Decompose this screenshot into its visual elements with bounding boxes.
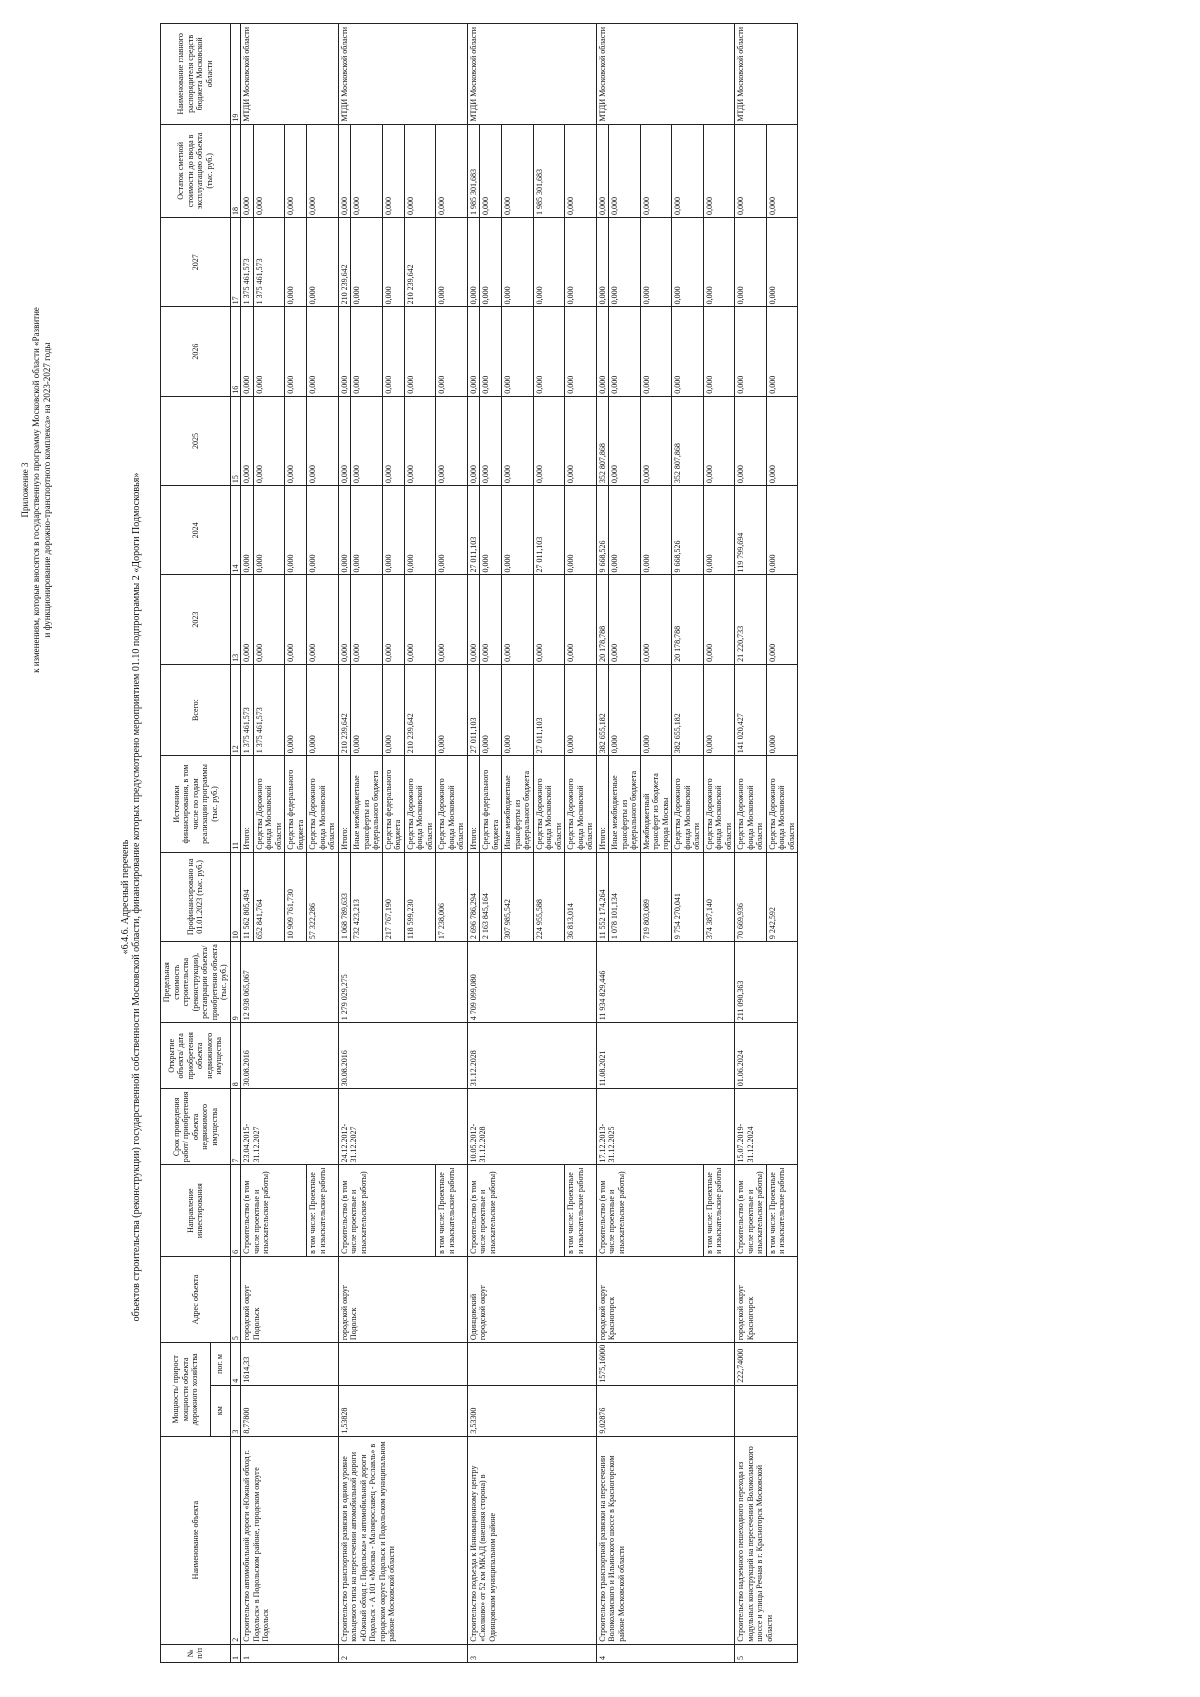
value-2024: 9 668,526 [672,486,704,575]
value-2025: 0,000 [253,396,285,485]
value-2027: 0,000 [480,218,502,307]
value-2024: 0,000 [253,486,285,575]
total-value: 0,000 [436,664,468,755]
remainder-value: 0,000 [735,124,767,217]
value-2027: 0,000 [609,218,641,307]
header-capacity: Мощность/ прирост мощности объекта дорожного хозяйства [161,1343,211,1436]
financing-source: Межбюджетный трансферт из бюджета города Москвы [640,756,672,852]
investment-direction: Строительство (в том числе проектные и изыскательские работы) [735,1165,767,1256]
value-2026: 0,000 [533,307,565,396]
remainder-value: 0,000 [609,124,641,217]
prefinanced-value: 217 767,190 [382,852,404,941]
value-2023: 0,000 [565,575,597,664]
value-2024: 0,000 [241,486,254,575]
value-2024: 0,000 [338,486,351,575]
value-2026: 0,000 [502,307,534,396]
prefinanced-value: 1 078 101,134 [609,852,641,941]
value-2027: 0,000 [285,218,307,307]
work-period: 17.12.2013-31.12.2025 [596,1089,735,1165]
value-2023: 0,000 [241,575,254,664]
investment-direction-sub: в том числе: Проектные и изыскательские работы [703,1165,735,1256]
prefinanced-value: 2 163 845,164 [480,852,502,941]
object-name: Строительство транспортной развязки в одном уровне кольцевого типа на пересечении автомобильной дороги «Южный обход г. Подольска» и автомобильной дороги Подольск - А 101 «Москва - Малоярославец - Рославль» в городском округе Подольск и Подольском муниципальном районе Московской области [338,1436,467,1644]
total-value: 0,000 [609,664,641,755]
remainder-value: 0,000 [596,124,609,217]
address-list-table [160,23,798,1663]
prefinanced-value: 70 669,936 [735,852,767,941]
total-value: 0,000 [565,664,597,755]
financing-source: Средства Дорожного фонда Московской области [735,756,767,852]
header-2023: 2023 [161,575,231,664]
value-2026: 0,000 [609,307,641,396]
max-cost: 211 090,363 [735,942,798,1023]
column-number: 4 [230,1343,241,1386]
document-title: «6.4.6. Адресный перечень объектов строительства (реконструкции) государственной собственности Московской области, финансирование которых предусмотрено мероприятием 01.10 подпрограммы 2 «Дороги Подмосковья» [120,472,142,1322]
total-value: 0,000 [502,664,534,755]
financing-source: Итого: [338,756,351,852]
work-period: 15.07.2019-31.12.2024 [735,1089,798,1165]
prefinanced-value: 9 754 270,041 [672,852,704,941]
max-cost: 12 938 065,067 [241,942,339,1023]
remainder-value: 0,000 [338,124,351,217]
value-2026: 0,000 [640,307,672,396]
header-prefinanced: Профинансировано на 01.01.2023 (тыс. руб.) [161,852,231,941]
value-2023: 0,000 [436,575,468,664]
value-2024: 0,000 [382,486,404,575]
total-value: 0,000 [285,664,307,755]
opening-date: 01.06.2024 [735,1023,798,1089]
financing-source: Средства Дорожного фонда Московской области [672,756,704,852]
financing-source: Средства Дорожного фонда Московской области [404,756,436,852]
capacity-pm [338,1343,467,1386]
prefinanced-value: 719 803,089 [640,852,672,941]
value-2025: 352 807,868 [596,396,609,485]
value-2025: 0,000 [640,396,672,485]
financing-source: Средства Дорожного фонда Московской области [253,756,285,852]
column-number-row [230,24,241,1663]
capacity-pm: 222,74000 [735,1343,798,1386]
header-period: Срок проведения работ/ приобретения объекта недвижимого имущества [161,1089,231,1165]
total-value: 0,000 [703,664,735,755]
value-2025: 0,000 [502,396,534,485]
value-2023: 20 178,788 [596,575,609,664]
header-num: № п/п [161,1644,231,1662]
value-2027: 0,000 [565,218,597,307]
financing-source: Иные межбюджетные трансферты из федерального бюджета [609,756,641,852]
value-2024: 0,000 [404,486,436,575]
value-2024: 0,000 [307,486,339,575]
value-2024: 0,000 [565,486,597,575]
value-2024: 119 799,694 [735,486,767,575]
value-2027: 1 375 461,573 [241,218,254,307]
value-2025: 0,000 [467,396,480,485]
value-2025: 0,000 [285,396,307,485]
max-cost: 4 709 099,080 [467,942,596,1023]
value-2027: 0,000 [672,218,704,307]
value-2023: 0,000 [338,575,351,664]
prefinanced-value: 17 238,006 [436,852,468,941]
column-number: 11 [230,756,241,852]
value-2026: 0,000 [307,307,339,396]
value-2026: 0,000 [253,307,285,396]
capacity-pm: 1575,16000 [596,1343,735,1386]
value-2025: 0,000 [404,396,436,485]
total-value: 27 011,103 [467,664,480,755]
value-2024: 0,000 [640,486,672,575]
investment-direction-sub: в том числе: Проектные и изыскательские работы [436,1165,468,1256]
max-cost: 11 934 829,446 [596,942,735,1023]
investment-direction-sub: в том числе: Проектные и изыскательские работы [307,1165,339,1256]
header-name: Наименование объекта [161,1436,231,1644]
value-2023: 0,000 [307,575,339,664]
value-2025: 0,000 [480,396,502,485]
financing-source: Средства федерального бюджета [382,756,404,852]
total-value: 0,000 [351,664,383,755]
investment-direction: Строительство (в том числе проектные и изыскательские работы) [596,1165,703,1256]
prefinanced-value: 10 909 761,730 [285,852,307,941]
value-2027: 0,000 [436,218,468,307]
opening-date: 30.08.2016 [241,1023,339,1089]
financing-source: Средства федерального бюджета [285,756,307,852]
total-value: 382 655,182 [672,664,704,755]
value-2026: 0,000 [404,307,436,396]
column-number: 7 [230,1089,241,1165]
prefinanced-value: 1 068 789,633 [338,852,351,941]
financing-source: Средства Дорожного фонда Московской области [436,756,468,852]
value-2024: 0,000 [609,486,641,575]
row-number: 1 [241,1644,339,1662]
column-number: 1 [230,1644,241,1662]
value-2024: 9 668,526 [596,486,609,575]
remainder-value: 0,000 [253,124,285,217]
total-value: 210 239,642 [404,664,436,755]
value-2025: 0,000 [382,396,404,485]
remainder-value: 0,000 [640,124,672,217]
financing-source: Средства Дорожного фонда Московской области [766,756,798,852]
value-2024: 27 011,103 [533,486,565,575]
column-number: 19 [230,24,241,125]
financing-source: Иные межбюджетные трансферты из федерального бюджета [351,756,383,852]
capacity-km: 8,77800 [241,1385,339,1436]
financing-source: Итого: [467,756,480,852]
financing-source: Средства Дорожного фонда Московской области [565,756,597,852]
financing-source: Средства Дорожного фонда Московской области [533,756,565,852]
capacity-km: 3,53300 [467,1385,596,1436]
table-row [467,24,480,1663]
prefinanced-value: 2 696 786,294 [467,852,480,941]
budget-manager: МТДИ Московской области [596,24,735,125]
capacity-pm [467,1343,596,1386]
object-address: городской округ Красногорск [735,1256,798,1342]
value-2023: 0,000 [640,575,672,664]
table-row [241,24,254,1663]
investment-direction: Строительство (в том числе проектные и изыскательские работы) [338,1165,436,1256]
value-2026: 0,000 [703,307,735,396]
total-value: 0,000 [382,664,404,755]
header-2024: 2024 [161,486,231,575]
object-address: городской округ Подольск [338,1256,467,1342]
prefinanced-value: 374 387,140 [703,852,735,941]
total-value: 141 020,427 [735,664,767,755]
value-2026: 0,000 [338,307,351,396]
table-row [735,24,767,1663]
row-number: 3 [467,1644,596,1662]
value-2023: 0,000 [382,575,404,664]
prefinanced-value: 118 599,230 [404,852,436,941]
value-2024: 0,000 [351,486,383,575]
budget-manager: МТДИ Московской области [338,24,467,125]
remainder-value: 0,000 [565,124,597,217]
object-name: Строительство подъезда к Инновационному центру «Сколково» от 52 км МКАД (внешняя сторона) в Одинцовском муниципальном районе [467,1436,596,1644]
value-2026: 0,000 [351,307,383,396]
financing-source: Итого: [241,756,254,852]
remainder-value: 0,000 [766,124,798,217]
column-number: 16 [230,307,241,396]
header-km: км [210,1385,230,1436]
column-number: 8 [230,1023,241,1089]
capacity-pm: 1614,33 [241,1343,339,1386]
column-number: 5 [230,1256,241,1342]
work-period: 24.12.2012-31.12.2027 [338,1089,467,1165]
value-2023: 0,000 [766,575,798,664]
value-2023: 0,000 [703,575,735,664]
prefinanced-value: 307 985,542 [502,852,534,941]
column-number: 3 [230,1385,241,1436]
remainder-value: 0,000 [502,124,534,217]
object-address: Одинцовский городской округ [467,1256,596,1342]
value-2026: 0,000 [285,307,307,396]
row-number: 2 [338,1644,467,1662]
value-2023: 0,000 [609,575,641,664]
remainder-value: 0,000 [480,124,502,217]
column-number: 17 [230,218,241,307]
budget-manager: МТДИ Московской области [467,24,596,125]
value-2024: 0,000 [285,486,307,575]
value-2027: 0,000 [307,218,339,307]
value-2026: 0,000 [565,307,597,396]
investment-direction: Строительство (в том числе проектные и изыскательские работы) [241,1165,307,1256]
object-address: городской округ Подольск [241,1256,339,1342]
investment-direction: Строительство (в том числе проектные и изыскательские работы) [467,1165,565,1256]
remainder-value: 0,000 [703,124,735,217]
column-number: 18 [230,124,241,217]
value-2026: 0,000 [436,307,468,396]
value-2026: 0,000 [480,307,502,396]
value-2027: 1 375 461,573 [253,218,285,307]
value-2023: 0,000 [480,575,502,664]
value-2023: 0,000 [533,575,565,664]
value-2026: 0,000 [672,307,704,396]
value-2026: 0,000 [596,307,609,396]
header-2026: 2026 [161,307,231,396]
total-value: 1 375 461,573 [253,664,285,755]
remainder-value: 0,000 [436,124,468,217]
value-2027: 0,000 [735,218,767,307]
object-name: Строительство автомобильной дороги «Южный обход г. Подольск» в Подольском районе, городском округе Подольск [241,1436,339,1644]
remainder-value: 0,000 [672,124,704,217]
value-2023: 0,000 [351,575,383,664]
column-number: 10 [230,852,241,941]
capacity-km [735,1385,798,1436]
row-number: 5 [735,1644,798,1662]
financing-source: Итого: [596,756,609,852]
value-2024: 0,000 [436,486,468,575]
financing-source: Средства Дорожного фонда Московской области [703,756,735,852]
table-row [338,24,351,1663]
value-2027: 210 239,642 [338,218,351,307]
value-2024: 0,000 [766,486,798,575]
value-2025: 0,000 [533,396,565,485]
remainder-value: 1 985 301,683 [533,124,565,217]
object-name: Строительство надземного пешеходного перехода из модульных конструкций на пересечении Волоколамского шоссе и улицы Речная в г. Красногорск Московской области [735,1436,798,1644]
opening-date: 11.08.2021 [596,1023,735,1089]
value-2027: 0,000 [467,218,480,307]
header-2027: 2027 [161,218,231,307]
value-2026: 0,000 [766,307,798,396]
prefinanced-value: 57 322,286 [307,852,339,941]
work-period: 23.04.2015-31.12.2027 [241,1089,339,1165]
column-number: 13 [230,575,241,664]
value-2025: 0,000 [735,396,767,485]
value-2025: 0,000 [241,396,254,485]
prefinanced-value: 9 242,592 [766,852,798,941]
total-value: 210 239,642 [338,664,351,755]
opening-date: 31.12.2028 [467,1023,596,1089]
investment-direction-sub: в том числе: Проектные и изыскательские работы [766,1165,798,1256]
column-number: 12 [230,664,241,755]
investment-direction-sub: в том числе: Проектные и изыскательские работы [565,1165,597,1256]
max-cost: 1 279 029,275 [338,942,467,1023]
prefinanced-value: 732 423,213 [351,852,383,941]
annex-note: Приложение 3 к изменениям, которые вносятся в государственную программу Московской области «Развитие и функционирование дорожно-транспортного комплекса» на 2023-2027 годы [20,307,52,673]
prefinanced-value: 11 552 174,264 [596,852,609,941]
total-value: 382 655,182 [596,664,609,755]
value-2023: 0,000 [404,575,436,664]
capacity-km: 1,53828 [338,1385,467,1436]
header-2025: 2025 [161,396,231,485]
financing-source: Средства федерального бюджета [480,756,502,852]
prefinanced-value: 224 955,588 [533,852,565,941]
value-2023: 0,000 [467,575,480,664]
value-2025: 0,000 [609,396,641,485]
value-2025: 352 807,868 [672,396,704,485]
row-number: 4 [596,1644,735,1662]
value-2023: 21 220,733 [735,575,767,664]
financing-source: Средства Дорожного фонда Московской области [307,756,339,852]
total-value: 27 011,103 [533,664,565,755]
header-sources: Источники финансирования, в том числе по годам реализации программы (тыс. руб.) [161,756,231,852]
value-2025: 0,000 [351,396,383,485]
value-2027: 0,000 [533,218,565,307]
column-number: 2 [230,1436,241,1644]
header-direction: Направление инвестирования [161,1165,231,1256]
remainder-value: 0,000 [382,124,404,217]
object-name: Строительство транспортной развязки на пересечении Волоколамского и Ильинского шоссе в Красногорском районе Московской области [596,1436,735,1644]
column-number: 15 [230,396,241,485]
value-2027: 0,000 [640,218,672,307]
remainder-value: 0,000 [404,124,436,217]
value-2023: 0,000 [502,575,534,664]
column-number: 14 [230,486,241,575]
value-2025: 0,000 [436,396,468,485]
total-value: 0,000 [307,664,339,755]
value-2024: 0,000 [480,486,502,575]
value-2025: 0,000 [766,396,798,485]
header-remainder: Остаток сметной стоимости до ввода в эксплуатацию объекта (тыс. руб.) [161,124,231,217]
header-pm: пог. м [210,1343,230,1386]
column-number: 9 [230,942,241,1023]
remainder-value: 0,000 [351,124,383,217]
value-2025: 0,000 [338,396,351,485]
prefinanced-value: 11 562 805,494 [241,852,254,941]
value-2024: 0,000 [703,486,735,575]
opening-date: 30.08.2016 [338,1023,467,1089]
value-2027: 210 239,642 [404,218,436,307]
total-value: 0,000 [640,664,672,755]
remainder-value: 0,000 [241,124,254,217]
prefinanced-value: 36 813,014 [565,852,597,941]
value-2026: 0,000 [735,307,767,396]
value-2023: 0,000 [285,575,307,664]
financing-source: Иные межбюджетные трансферты из федерального бюджета [502,756,534,852]
header-address: Адрес объекта [161,1256,231,1342]
value-2023: 0,000 [253,575,285,664]
column-number: 6 [230,1165,241,1256]
value-2026: 0,000 [382,307,404,396]
value-2027: 0,000 [596,218,609,307]
header-total: Всего: [161,664,231,755]
total-value: 1 375 461,573 [241,664,254,755]
total-value: 0,000 [766,664,798,755]
value-2024: 27 011,103 [467,486,480,575]
value-2027: 0,000 [351,218,383,307]
value-2023: 20 178,788 [672,575,704,664]
budget-manager: МТДИ Московской области [241,24,339,125]
remainder-value: 0,000 [307,124,339,217]
work-period: 10.05.2012-31.12.2028 [467,1089,596,1165]
object-address: городской округ Красногорск [596,1256,735,1342]
header-manager: Наименование главного распорядителя средств бюджета Московской области [161,24,231,125]
value-2024: 0,000 [502,486,534,575]
value-2027: 0,000 [766,218,798,307]
budget-manager: МТДИ Московской области [735,24,798,125]
value-2025: 0,000 [565,396,597,485]
remainder-value: 1 985 301,683 [467,124,480,217]
capacity-km: 9,02876 [596,1385,735,1436]
value-2027: 0,000 [502,218,534,307]
value-2027: 0,000 [703,218,735,307]
value-2025: 0,000 [703,396,735,485]
remainder-value: 0,000 [285,124,307,217]
header-opening: Открытие объекта/ дата приобретения объекта недвижимого имущества [161,1023,231,1089]
value-2026: 0,000 [241,307,254,396]
value-2025: 0,000 [307,396,339,485]
total-value: 0,000 [480,664,502,755]
value-2026: 0,000 [467,307,480,396]
prefinanced-value: 652 841,764 [253,852,285,941]
value-2027: 0,000 [382,218,404,307]
header-cost: Предельная стоимость строительства (реконструкции), реставрации объекта/ приобретения объекта (тыс. руб.) [161,942,231,1023]
table-row [596,24,609,1663]
